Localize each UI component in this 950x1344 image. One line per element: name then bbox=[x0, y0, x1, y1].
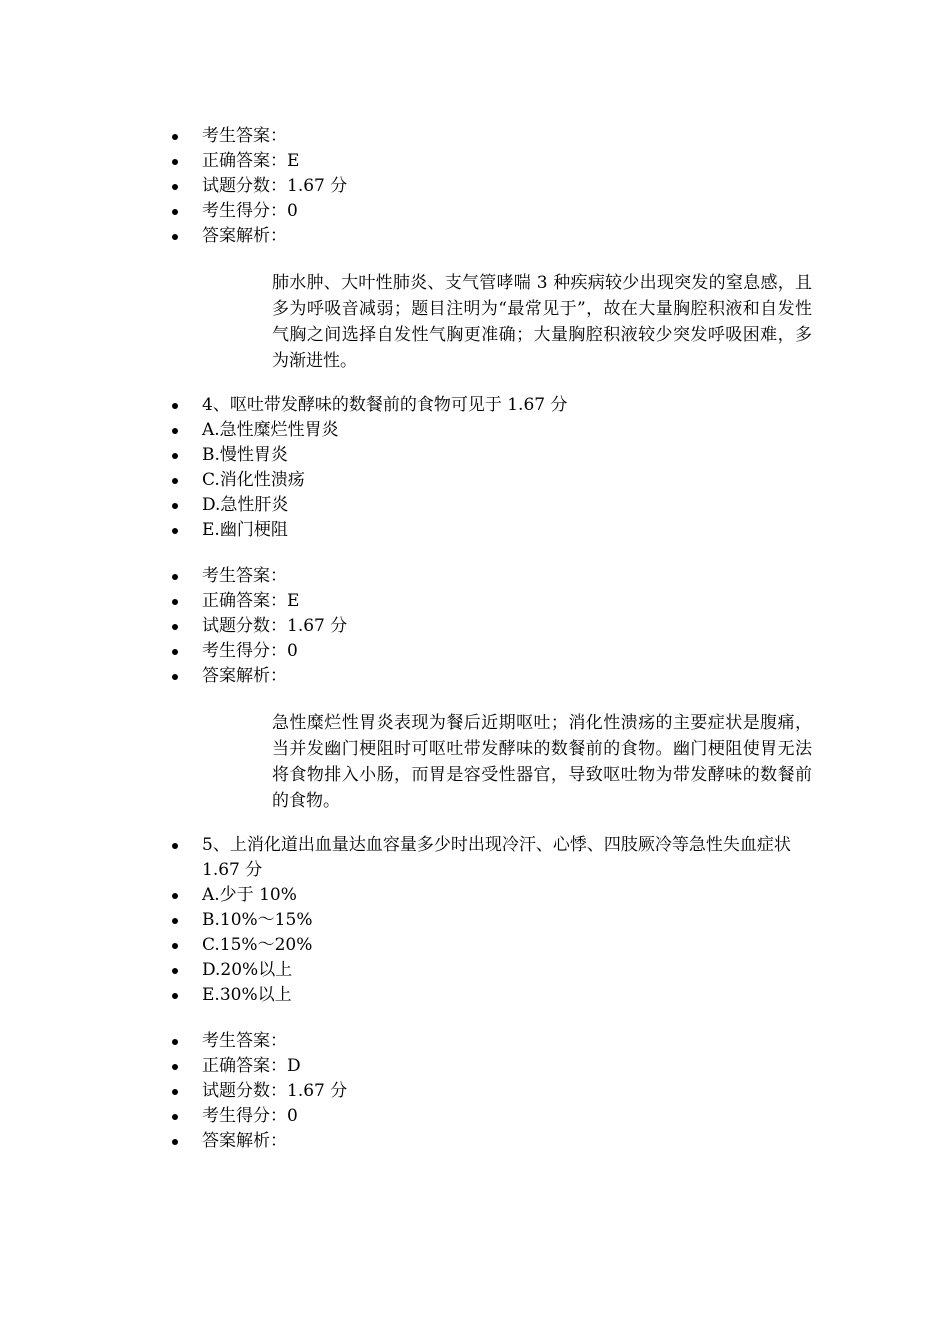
question-4 bbox=[168, 393, 818, 543]
correct-answer: 正确答案：E bbox=[168, 589, 818, 614]
option-e: E.幽门梗阻 bbox=[168, 518, 818, 543]
q4-result-list bbox=[168, 564, 818, 689]
examinee-score: 考生得分：0 bbox=[168, 199, 818, 224]
question-score: 试题分数：1.67 分 bbox=[168, 614, 818, 639]
option-d: D.20%以上 bbox=[168, 958, 818, 983]
question-text: 5、上消化道出血量达血容量多少时出现冷汗、心悸、四肢厥冷等急性失血症状 1.67 分 bbox=[168, 833, 818, 883]
option-b: B.慢性胃炎 bbox=[168, 443, 818, 468]
analysis-text: 肺水肿、大叶性肺炎、支气管哮喘 3 种疾病较少出现突发的窒息感，且多为呼吸音减弱；题目注明为“最常见于”，故在大量胸腔积液和自发性气胸之间选择自发性气胸更准确；大量胸腔积液较少突发呼吸困难，多为渐进性。 bbox=[272, 273, 812, 371]
examinee-score: 考生得分：0 bbox=[168, 639, 818, 664]
analysis-label: 答案解析： bbox=[168, 1129, 818, 1154]
q5-result-list bbox=[168, 1029, 818, 1154]
option-a: A.少于 10% bbox=[168, 883, 818, 908]
q3-result-list bbox=[168, 124, 818, 249]
option-d: D.急性肝炎 bbox=[168, 493, 818, 518]
examinee-answer: 考生答案： bbox=[168, 124, 818, 149]
examinee-answer: 考生答案： bbox=[168, 1029, 818, 1054]
option-b: B.10%～15% bbox=[168, 908, 818, 933]
correct-answer: 正确答案：E bbox=[168, 149, 818, 174]
question-score: 试题分数：1.67 分 bbox=[168, 1079, 818, 1104]
question-score: 试题分数：1.67 分 bbox=[168, 174, 818, 199]
option-c: C.15%～20% bbox=[168, 933, 818, 958]
examinee-score: 考生得分：0 bbox=[168, 1104, 818, 1129]
correct-answer: 正确答案：D bbox=[168, 1054, 818, 1079]
question-text: 4、呕吐带发酵味的数餐前的食物可见于 1.67 分 bbox=[168, 393, 818, 418]
option-c: C.消化性溃疡 bbox=[168, 468, 818, 493]
analysis-label: 答案解析： bbox=[168, 224, 818, 249]
examinee-answer: 考生答案： bbox=[168, 564, 818, 589]
analysis-label: 答案解析： bbox=[168, 664, 818, 689]
question-5 bbox=[168, 833, 818, 1008]
option-e: E.30%以上 bbox=[168, 983, 818, 1008]
analysis-text: 急性糜烂性胃炎表现为餐后近期呕吐；消化性溃疡的主要症状是腹痛，当并发幽门梗阻时可呕吐带发酵味的数餐前的食物。幽门梗阻使胃无法将食物排入小肠，而胃是容受性器官，导致呕吐物为带发酵味的数餐前的食物。 bbox=[272, 713, 812, 811]
option-a: A.急性糜烂性胃炎 bbox=[168, 418, 818, 443]
